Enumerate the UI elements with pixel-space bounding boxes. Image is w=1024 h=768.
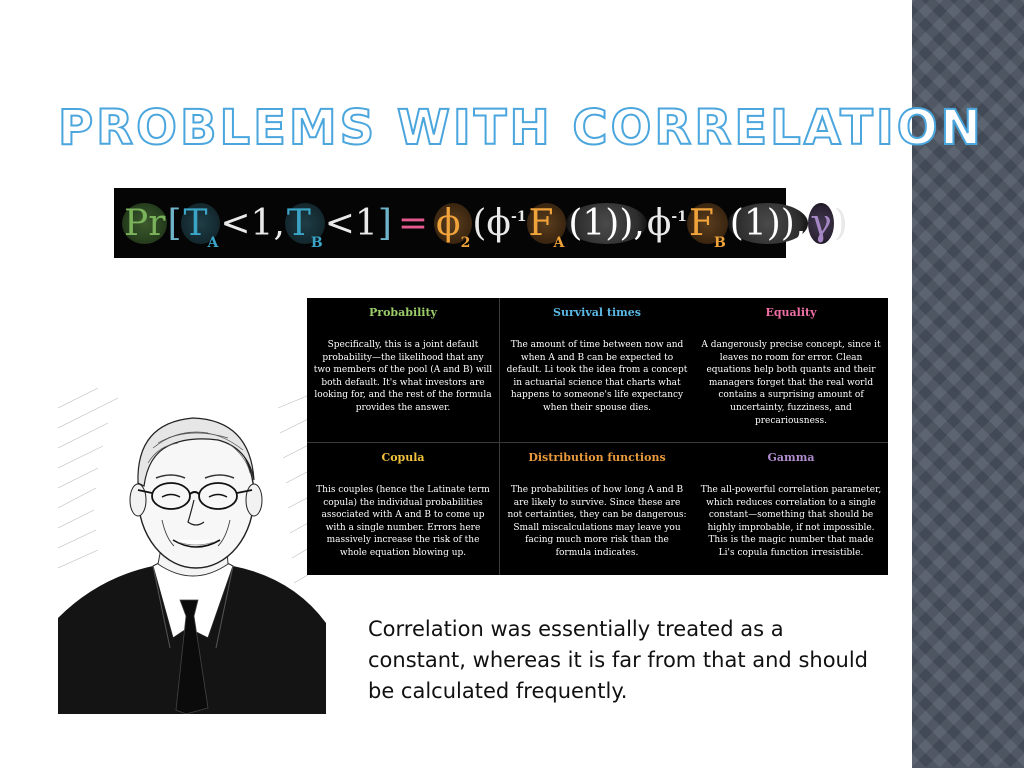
table-cell-equality bbox=[694, 298, 888, 443]
cell-body: Specifically, this is a joint default probability—the likelihood that any two members of the pool (A and B) will both default. It's what investors are looking for, and the rest of the formula provides the answer. bbox=[313, 340, 493, 413]
cell-title: Probability bbox=[369, 306, 437, 319]
cell-body: The amount of time between now and when A and B can be expected to default. Li took the idea from a concept in actuarial science that charts what happens to someone's life expectancy when their spouse dies. bbox=[506, 340, 688, 413]
formula-bracket-right: ] bbox=[377, 202, 392, 244]
formula-lt1-b: <1 bbox=[324, 202, 378, 244]
cell-body: This couples (hence the Latinate term copula) the individual probabilities associated with A and B to come up with a single number. Errors here massively increase the risk of the whole equation blowing up. bbox=[316, 485, 490, 558]
cell-body: The all-powerful correlation parameter, which reduces correlation to a single constant—something that should be highly improbable, if not impossible. This is the magic number that made Li's copula function irresistible. bbox=[700, 485, 882, 558]
formula-one-b: (1)), bbox=[729, 202, 807, 244]
formula-phi-inv-b: $\phi^{-1}$ bbox=[646, 202, 687, 244]
formula-phi2 bbox=[434, 202, 472, 251]
table-cell-distribution-functions bbox=[500, 443, 694, 575]
formula-equals: = bbox=[397, 202, 429, 244]
cell-body: A dangerously precise concept, since it leaves no room for error. Clean equations help both quants and their managers forget that the real world contains a surprising amount of uncertainty, fuzziness, and precariousness. bbox=[701, 340, 881, 426]
formula-sub-b: B bbox=[310, 234, 323, 251]
formula-t-letter: T bbox=[183, 202, 208, 244]
cell-title: Copula bbox=[381, 451, 425, 464]
slide-caption: Correlation was essentially treated as a constant, whereas it is far from that and should be calculated frequently. bbox=[368, 617, 869, 703]
cell-body: The probabilities of how long A and B are likely to survive. Since these are not certainties, they can be dangerous: Small miscalculations may leave you facing much more risk than the formula indicates. bbox=[507, 485, 687, 558]
cell-title: Distribution functions bbox=[528, 451, 666, 464]
formula-paren-left: ( bbox=[472, 202, 487, 244]
cell-title: Survival times bbox=[553, 306, 641, 319]
table-cell-survival-times bbox=[500, 298, 694, 443]
slide-title: PROBLEMS WITH CORRELATION bbox=[58, 100, 984, 156]
formula-gamma: γ bbox=[810, 202, 832, 244]
table-cell-gamma bbox=[694, 443, 888, 575]
cell-title: Gamma bbox=[767, 451, 815, 464]
formula-fb: $F_B$ bbox=[688, 202, 726, 251]
copula-formula bbox=[114, 188, 848, 258]
formula-t-letter: T bbox=[286, 202, 311, 244]
formula-phi-letter: ϕ bbox=[436, 202, 461, 244]
formula-one-a: (1)), bbox=[568, 202, 645, 244]
table-cell-probability bbox=[307, 298, 500, 443]
table-cell-copula bbox=[307, 443, 500, 575]
formula-sub-2: 2 bbox=[460, 234, 471, 251]
formula-pr: Pr bbox=[124, 202, 166, 244]
portrait-illustration bbox=[58, 388, 326, 714]
formula-fa: $F_A$ bbox=[528, 202, 565, 251]
formula-tb bbox=[285, 202, 325, 251]
formula-ta bbox=[181, 202, 220, 251]
formula-sub-a: A bbox=[207, 234, 219, 251]
formula-bracket-left: [ bbox=[167, 202, 182, 244]
formula-lt1-a: <1, bbox=[220, 202, 285, 244]
cell-title: Equality bbox=[765, 306, 817, 319]
formula-paren-right: ) bbox=[833, 202, 848, 244]
formula-explanation-table bbox=[307, 298, 888, 575]
formula-phi-inv-a: $\phi^{-1}$ bbox=[486, 202, 527, 244]
